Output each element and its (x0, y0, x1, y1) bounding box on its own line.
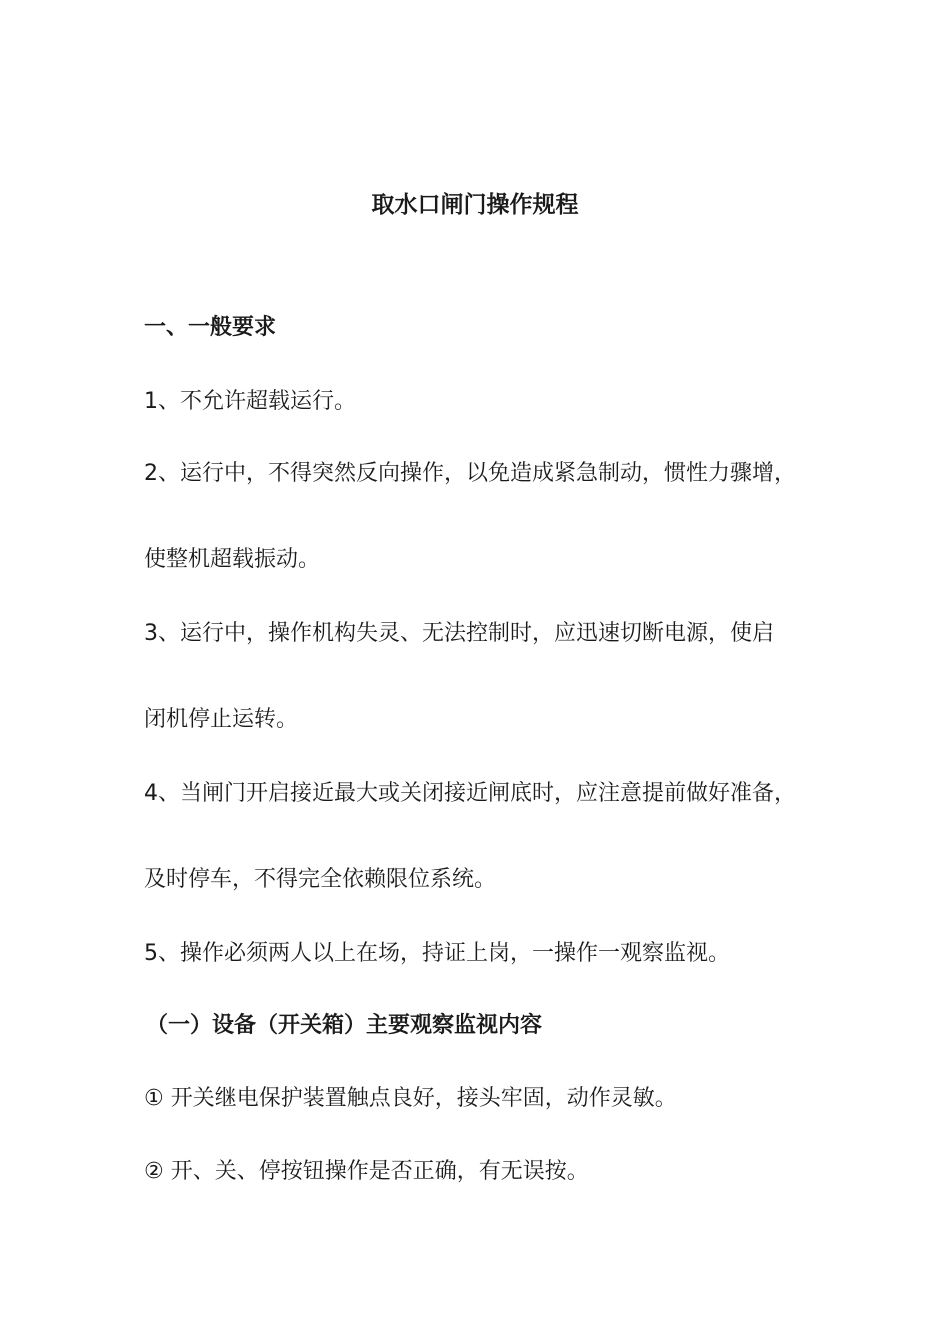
document-title: 取水口闸门操作规程 (371, 192, 579, 218)
subsection-heading: （一）设备（开关箱）主要观察监视内容 (146, 1013, 543, 1038)
rule-item-1: 1、不允许超载运行。 (144, 389, 356, 414)
section-heading: 一、一般要求 (144, 315, 277, 340)
rule-item-3-line-2: 闭机停止运转。 (144, 707, 299, 732)
rule-item-2-line-2: 使整机超载振动。 (144, 547, 321, 572)
rule-item-4-line-1: 4、当闸门开启接近最大或关闭接近闸底时，应注意提前做好准备， (144, 781, 796, 806)
check-item-2: ② 开、关、停按钮操作是否正确，有无误按。 (144, 1159, 589, 1184)
rule-item-3-line-1: 3、运行中，操作机构失灵、无法控制时，应迅速切断电源，使启 (144, 621, 774, 646)
check-item-1: ① 开关继电保护装置触点良好，接头牢固，动作灵敏。 (144, 1086, 677, 1111)
rule-item-2-line-1: 2、运行中，不得突然反向操作，以免造成紧急制动，惯性力骤增， (144, 461, 796, 486)
rule-item-5: 5、操作必须两人以上在场，持证上岗，一操作一观察监视。 (144, 941, 730, 966)
rule-item-4-line-2: 及时停车，不得完全依赖限位系统。 (144, 867, 497, 892)
